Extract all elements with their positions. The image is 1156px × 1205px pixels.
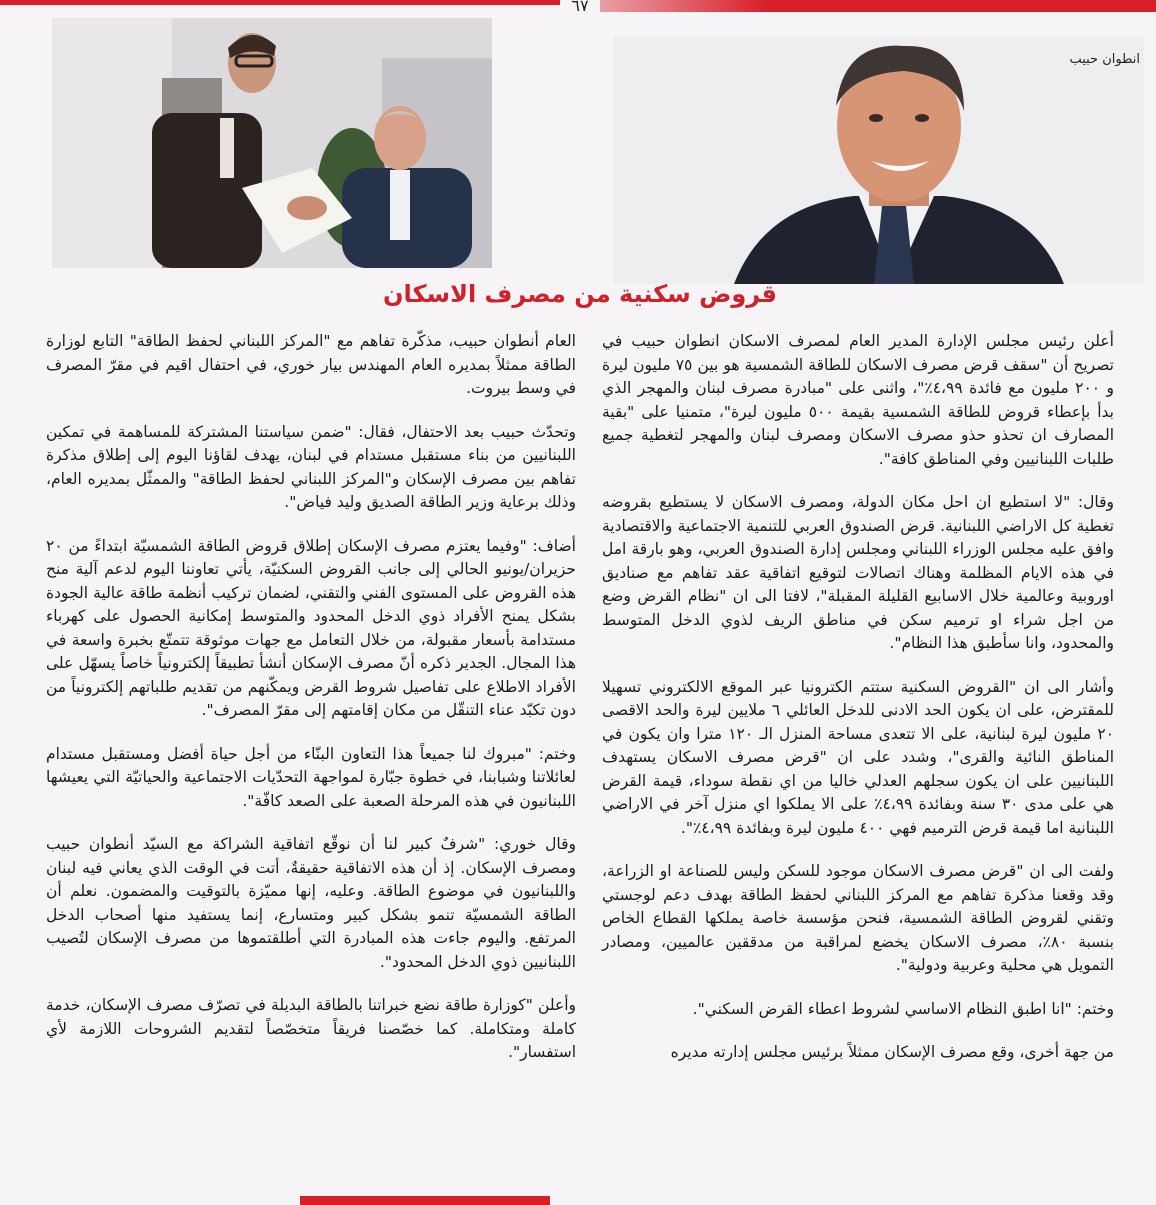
paragraph: وأشار الى ان "القروض السكنية ستتم الكترونيا عبر الموقع الالكتروني تسهيلا للمقترض، على ان يكون الحد الادنى للدخل العائلي ٦ ملايين ليرة والحد الاقصى ٢٠ مليون ليرة لبنانية، على الا تتعدى مساحة المنزل الـ ١٢٠ مترا وان يكون في المناطق النائية والقرى"، وشدد على ان "قرض مصرف الاسكان يستهدف اللبنانيين على ان يكون سجلهم العدلي خاليا من اي نقطة سوداء، قيمة القرض هي على مدى ٣٠ سنة وبفائدة ٤،٩٩٪ على الا يملكوا اي منزل آخر في الاراضي اللبنانية اما قيمة قرض الترميم فهي ٤٠٠ مليون ليرة وبفائدة ٤،٩٩٪". (602, 677, 1115, 837)
paragraph: وختم: "مبروك لنا جميعاً هذا التعاون البنّاء من أجل حياة أفضل ومستقبل مستدام لعائلاتنا وشبابنا، في خطوة جبّارة لمواجهة التحدّيات الاجتماعية والحياتيّة التي يعيشها اللبنانيون في هذه المرحلة الصعبة على الصعد كافّة". (46, 744, 576, 810)
top-strip-right (600, 0, 1156, 12)
page-number: ٦٧ (571, 0, 589, 15)
handshake-photo (52, 18, 492, 268)
top-strip-left (0, 0, 560, 5)
article-column-right (602, 330, 1114, 1085)
paragraph: أضاف: "وفيما يعتزم مصرف الإسكان إطلاق قروض الطاقة الشمسيّة ابتداءً من ٢٠ حزيران/يونيو الحالي إلى جانب القروض السكنيّة، يأتي تعاوننا اليوم لدعم آلية منح هذه القروض على المستوى الفني والتقني، لضمان تركيب أنظمة طاقة عالية الجودة بشكل يمنح الأفراد ذوي الدخل المحدود والمتوسط إمكانية الحصول على كهرباء مستدامة بأسعار مقبولة، من خلال التعامل مع جهات موثوقة تتمتّع بخبرة واسعة في هذا المجال. الجدير ذكره أنّ مصرف الإسكان أنشأ تطبيقاً إلكترونياً خاصاً يسهّل على الأفراد الاطلاع على تفاصيل شروط القرض ويمكّنهم من تقديم طلباتهم إلكترونياً من دون تكبّد عناء التنقّل من مكان إقامتهم إلى مقرّ المصرف". (46, 536, 576, 719)
photo-caption: انطوان حبيب (1069, 52, 1140, 67)
paragraph: من جهة أخرى، وقع مصرف الإسكان ممثلاً برئيس مجلس إدارته مديره (670, 1043, 1114, 1061)
paragraph: وأعلن "كوزارة طاقة نضع خبراتنا بالطاقة البديلة في تصرّف مصرف الإسكان، خدمة كاملة ومتكاملة. كما خصّصنا فريقاً متخصّصاً لتقديم الشروحات اللازمة لأي استفسار". (46, 996, 576, 1061)
top-color-strip (0, 0, 1156, 16)
paragraph: العام أنطوان حبيب، مذكّرة تفاهم مع "المركز اللبناني لحفظ الطاقة" التابع لوزارة الطاقة ممثلاً بمديره العام المهندس بيار خوري، في احتفال اقيم في مقرّ المصرف في وسط بيروت. (46, 332, 576, 397)
portrait-photo (614, 36, 1144, 284)
paragraph: وقال خوري: "شرفٌ كبير لنا أن نوقّع اتفاقية الشراكة مع السيّد أنطوان حبيب ومصرف الإسكان. إذ أن هذه الاتفاقية حقيقةٌ، أتت في الوقت الذي يعاني فيه لبنان واللبنانيون في موضوع الطاقة. وعليه، إنها مميّزة بالتوقيت والمضمون. نعلم أن الطاقة الشمسيّة تنمو بشكل كبير ومتسارع، إنما يستفيد منها أصحاب الدخل المرتفع. واليوم جاءت هذه المبادرة التي أطلقتموها من مصرف الإسكان لتُصيب اللبنانيين ذوي الدخل المحدود". (46, 835, 576, 971)
bottom-color-strip (300, 1196, 550, 1205)
paragraph: وختم: "انا اطبق النظام الاساسي لشروط اعطاء القرض السكني". (692, 999, 1114, 1018)
article-headline: قروض سكنية من مصرف الاسكان (383, 280, 777, 308)
paragraph: وتحدّث حبيب بعد الاحتفال، فقال: "ضمن سياستنا المشتركة للمساهمة في تمكين اللبنانيين من بناء مستقبل مستدام في لبنان، يهدف لقاؤنا اليوم إلى إطلاق مذكرة تفاهم بين مصرف الإسكان و"المركز اللبناني لحفظ الطاقة" والممثّل بمديره العام، وذلك برعاية وزير الطاقة الصديق وليد فياض". (46, 422, 576, 511)
portrait-illustration (614, 36, 1144, 284)
paragraph: ولفت الى ان "قرض مصرف الاسكان موجود للسكن وليس للصناعة او الزراعة، وقد وقعنا مذكرة تفاهم مع المركز اللبناني لحفظ الطاقة بهدف دعم لوجستي وتقني لقروض الطاقة الشمسية، فنحن مؤسسة خاصة يملكها القطاع الخاص بنسبة ٨٠٪، مصرف الاسكان يخضع لمراقبة من مدققين عالميين، ومصادر التمويل هي محلية وعربية ودولية". (602, 862, 1114, 974)
paragraph: وقال: "لا استطيع ان احل مكان الدولة، ومصرف الاسكان لا يستطيع بقروضه تغطية كل الاراضي اللبنانية. قرض الصندوق العربي للتنمية الاجتماعية والاقتصادية وافق عليه مجلس الوزراء اللبناني ومجلس إدارة الصندوق العربي، وهو بارقة امل في هذه الايام المظلمة وهناك اتصالات لتوقيع اتفاقية عقد تفاهم مع صناديق اوروبية وعالمية خلال الاسابيع القليلة المقبلة"، لافتا الى ان "نظام القرض وضع من اجل شراء او ترميم سكن في مناطق الريف لذوي الدخل المتوسط والمحدود، وانا سأطبق هذا النظام". (602, 493, 1114, 652)
article-column-left (46, 330, 576, 1085)
handshake-illustration (52, 18, 492, 268)
paragraph: أعلن رئيس مجلس الإدارة المدير العام لمصرف الاسكان انطوان حبيب في تصريح أن "سقف قرض مصرف الاسكان للطاقة الشمسية هو بين ٧٥ مليون ليرة و ٢٠٠ مليون مع فائدة ٤،٩٩٪"، واثنى على "مبادرة مصرف لبنان والمهجر الذي بدأ بإعطاء قروض للطاقة الشمسية بقيمة ٥٠٠ مليون ليرة"، متمنيا على "بقية المصارف ان تحذو حذو مصرف الاسكان ومصرف لبنان والمهجر لتغطية جميع طلبات اللبنانيين وفي المناطق كافة". (602, 332, 1115, 468)
